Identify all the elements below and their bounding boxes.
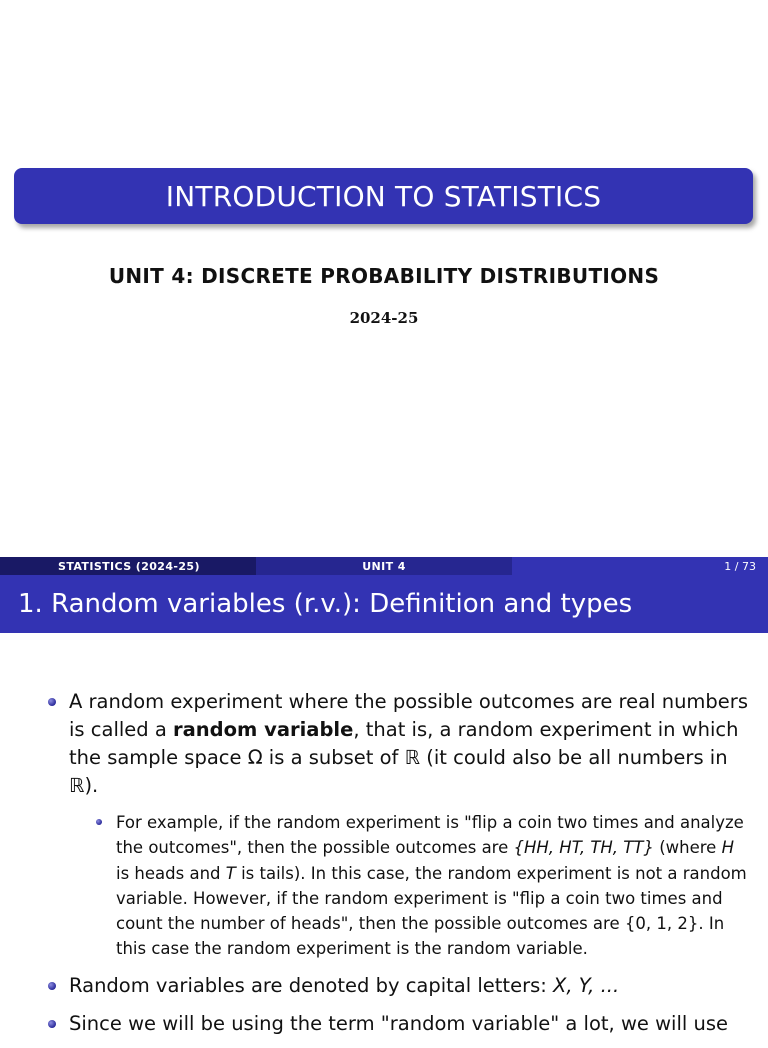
bullet-icon — [48, 698, 56, 706]
title-banner — [14, 168, 753, 224]
footer-course: STATISTICS (2024-25) — [0, 557, 256, 575]
footer-unit: UNIT 4 — [256, 557, 512, 575]
academic-year: 2024-25 — [349, 309, 419, 327]
section-heading: 1. Random variables (r.v.): Definition and types — [0, 575, 768, 633]
slide-content — [0, 688, 768, 1048]
bullet-icon — [48, 982, 56, 990]
sub-bullet-example: For example, if the random experiment is "flip a coin two times and analyze the outcomes", then the possible outcomes are {HH, HT, TH, TT} (where H is heads and T is tails). In this case, the random experiment is not a random variable. However, if the random experiment is "flip a coin two times and count the number of heads", then the possible outcomes are {0, 1, 2}. In this case the random experiment is the random variable. — [0, 810, 768, 962]
bullet-item-definition: A random experiment where the possible outcomes are real numbers is called a random variable, that is, a random experiment in which the sample space Ω is a subset of ℝ (it could also be all numbers in ℝ). — [0, 688, 768, 800]
footer-bar — [0, 557, 768, 575]
presentation-title: INTRODUCTION TO STATISTICS — [165, 179, 602, 213]
bullet-item-abbreviation: Since we will be using the term "random variable" a lot, we will use — [0, 1010, 768, 1038]
sub-bullet-icon — [96, 819, 102, 825]
term-random-variable: random variable — [173, 718, 354, 741]
footer-page-number: 1 / 73 — [512, 557, 768, 575]
bullet-item-notation: Random variables are denoted by capital letters: X, Y, ... — [0, 972, 768, 1000]
unit-subtitle: UNIT 4: DISCRETE PROBABILITY DISTRIBUTIONS — [108, 264, 660, 288]
